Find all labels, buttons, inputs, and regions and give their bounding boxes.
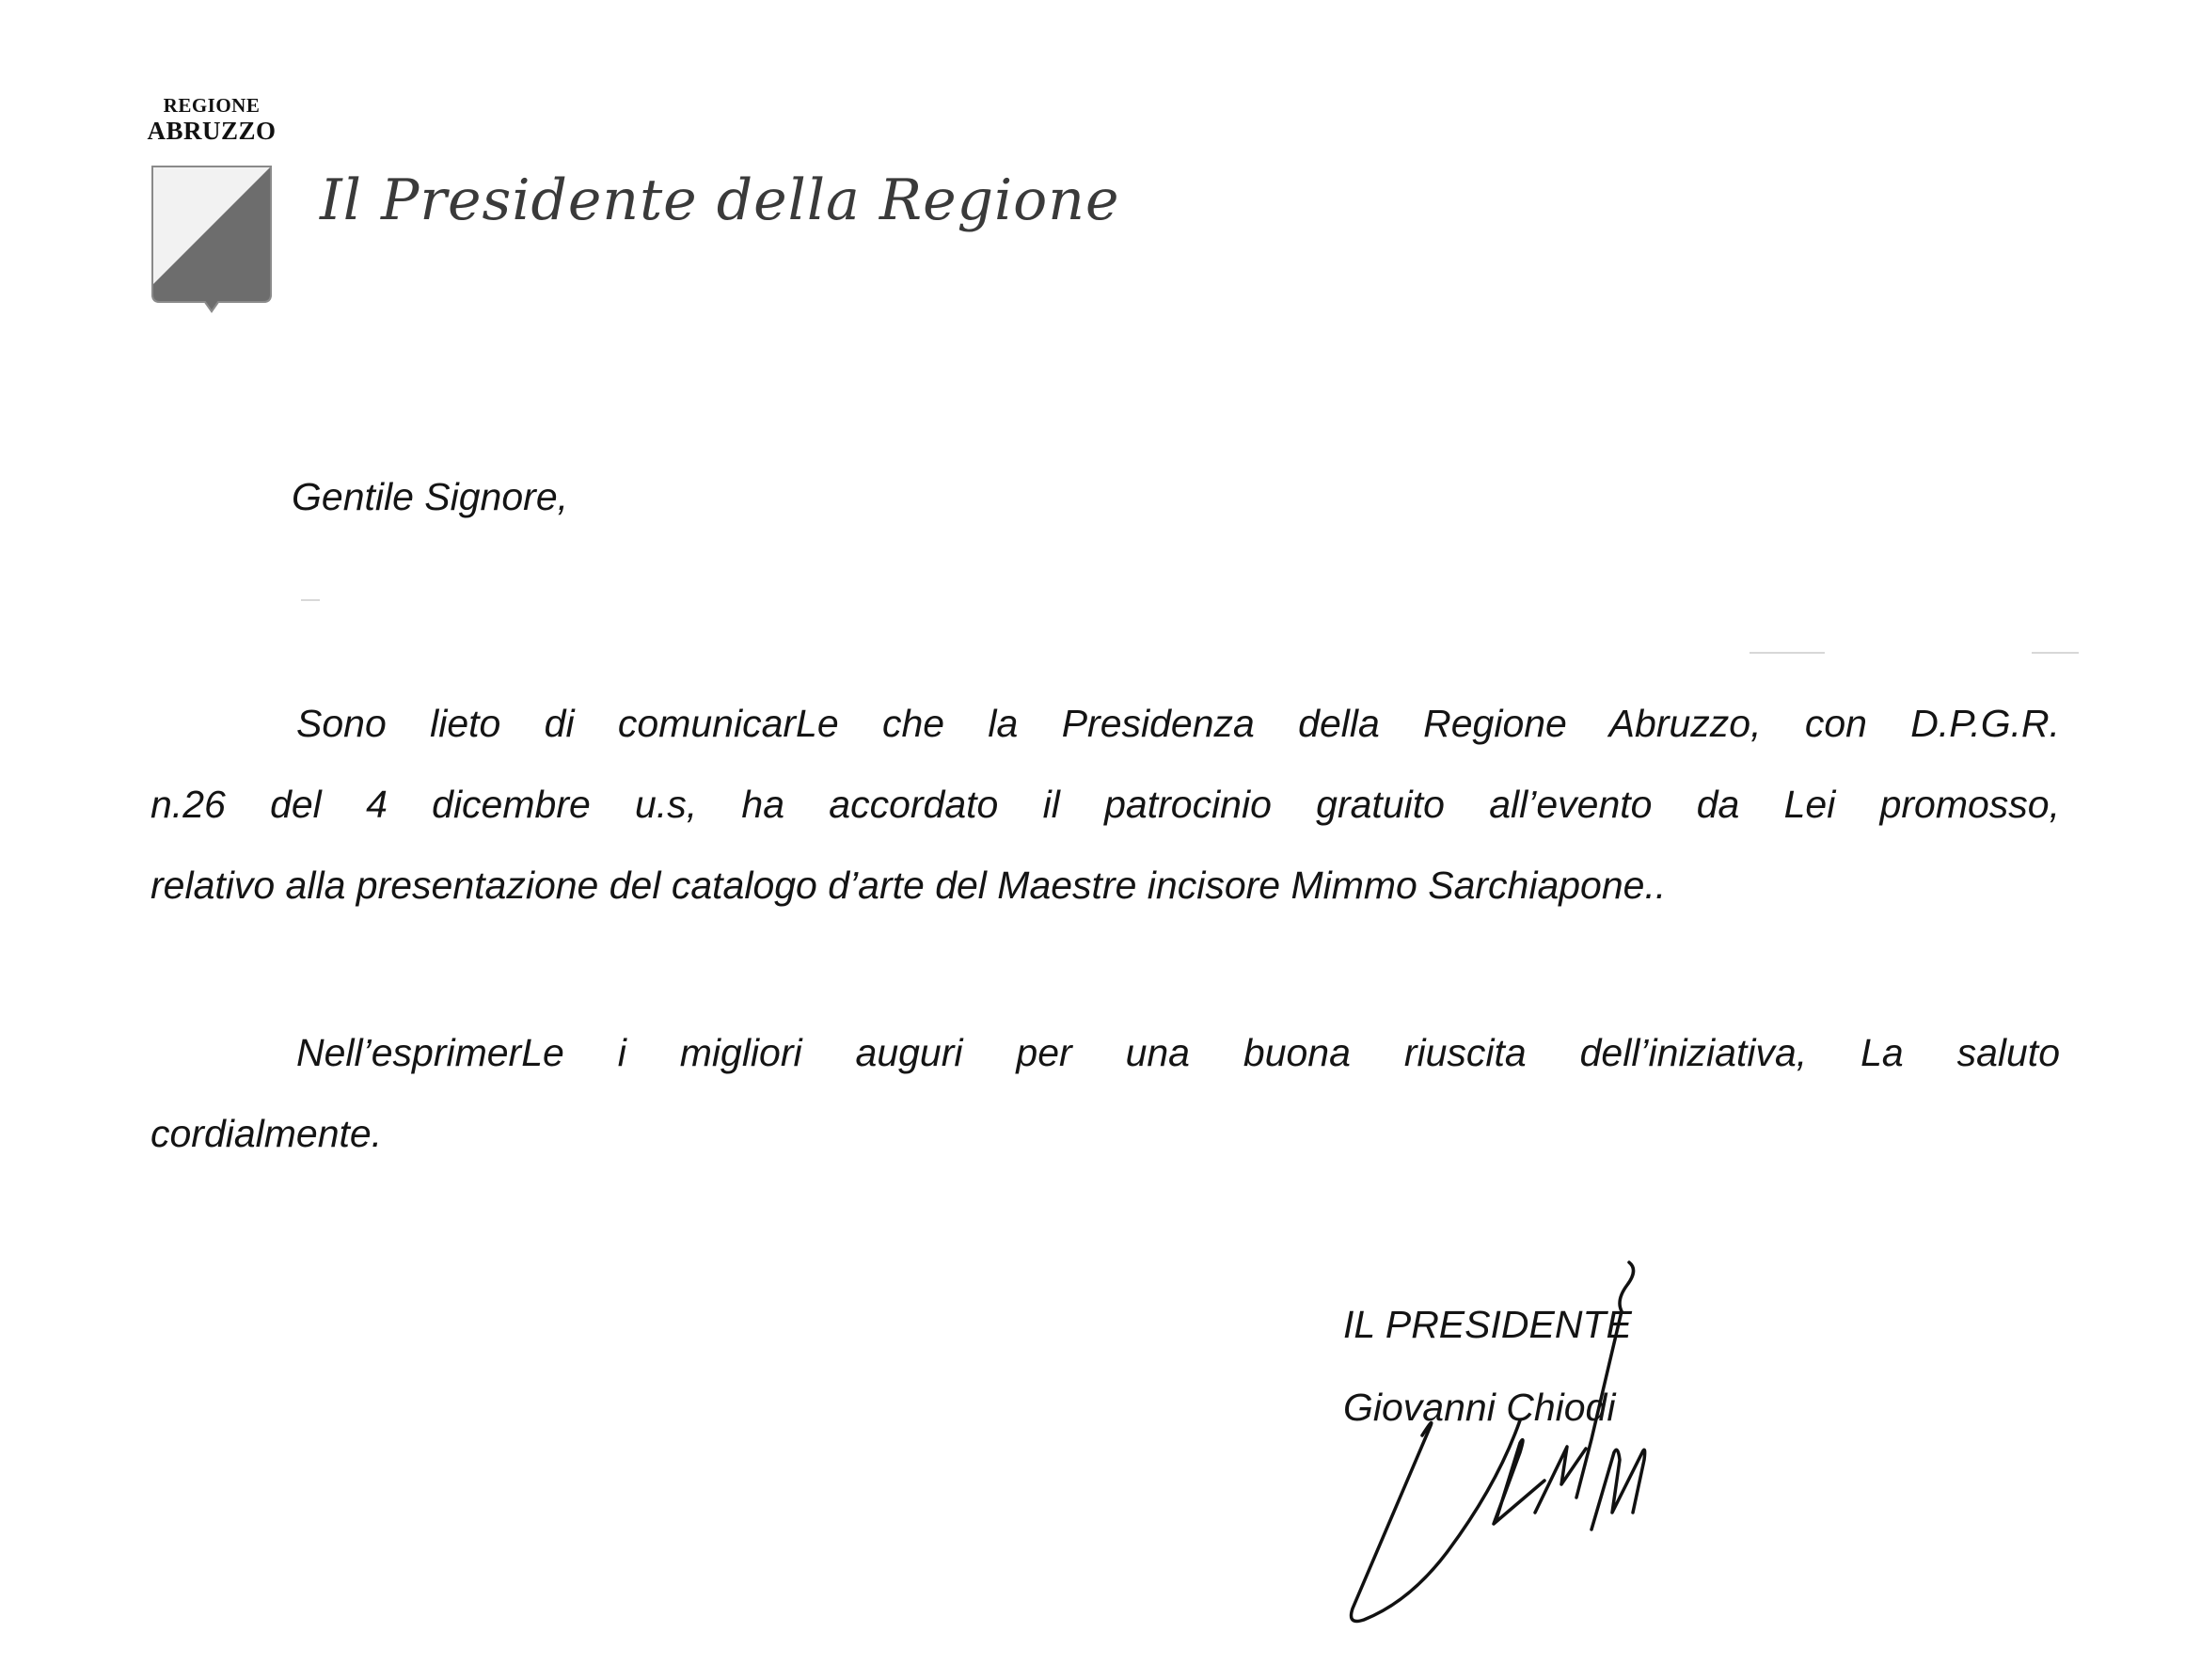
signature-name: Giovanni Chiodi (1343, 1386, 1616, 1429)
paragraph-line: cordialmente. (150, 1112, 383, 1155)
scan-speck (1750, 652, 1825, 654)
salutation: Gentile Signore, (292, 475, 569, 518)
paragraph-line: relativo alla presentazione del catalogo d’arte del Maestre incisore Mimmo Sarchiapone.. (150, 864, 1667, 907)
crest-icon (149, 165, 275, 317)
scan-speck (301, 599, 320, 601)
paragraph-closing (150, 1012, 2060, 1174)
signature-title: IL PRESIDENTE (1343, 1303, 1632, 1346)
paragraph-line: Sono lieto di comunicarLe che la Presidenza della Regione Abruzzo, con D.P.G.R. (296, 702, 2060, 745)
paragraph-line: Nell’esprimerLe i migliori auguri per una buona riuscita dell’iniziativa, La saluto (296, 1031, 2060, 1074)
logo-line-abruzzo: ABRUZZO (147, 117, 277, 145)
scan-speck (2032, 652, 2079, 654)
paragraph-line: n.26 del 4 dicembre u.s, ha accordato il patrocinio gratuito all’evento da Lei promosso, (150, 783, 2060, 826)
paragraph-patronage (150, 683, 2060, 926)
signature-icon (1298, 1251, 1674, 1627)
logo-line-regione: REGIONE (163, 94, 261, 117)
letterhead-title: Il Presidente della Regione (320, 167, 1120, 233)
region-logo-text (141, 94, 282, 145)
